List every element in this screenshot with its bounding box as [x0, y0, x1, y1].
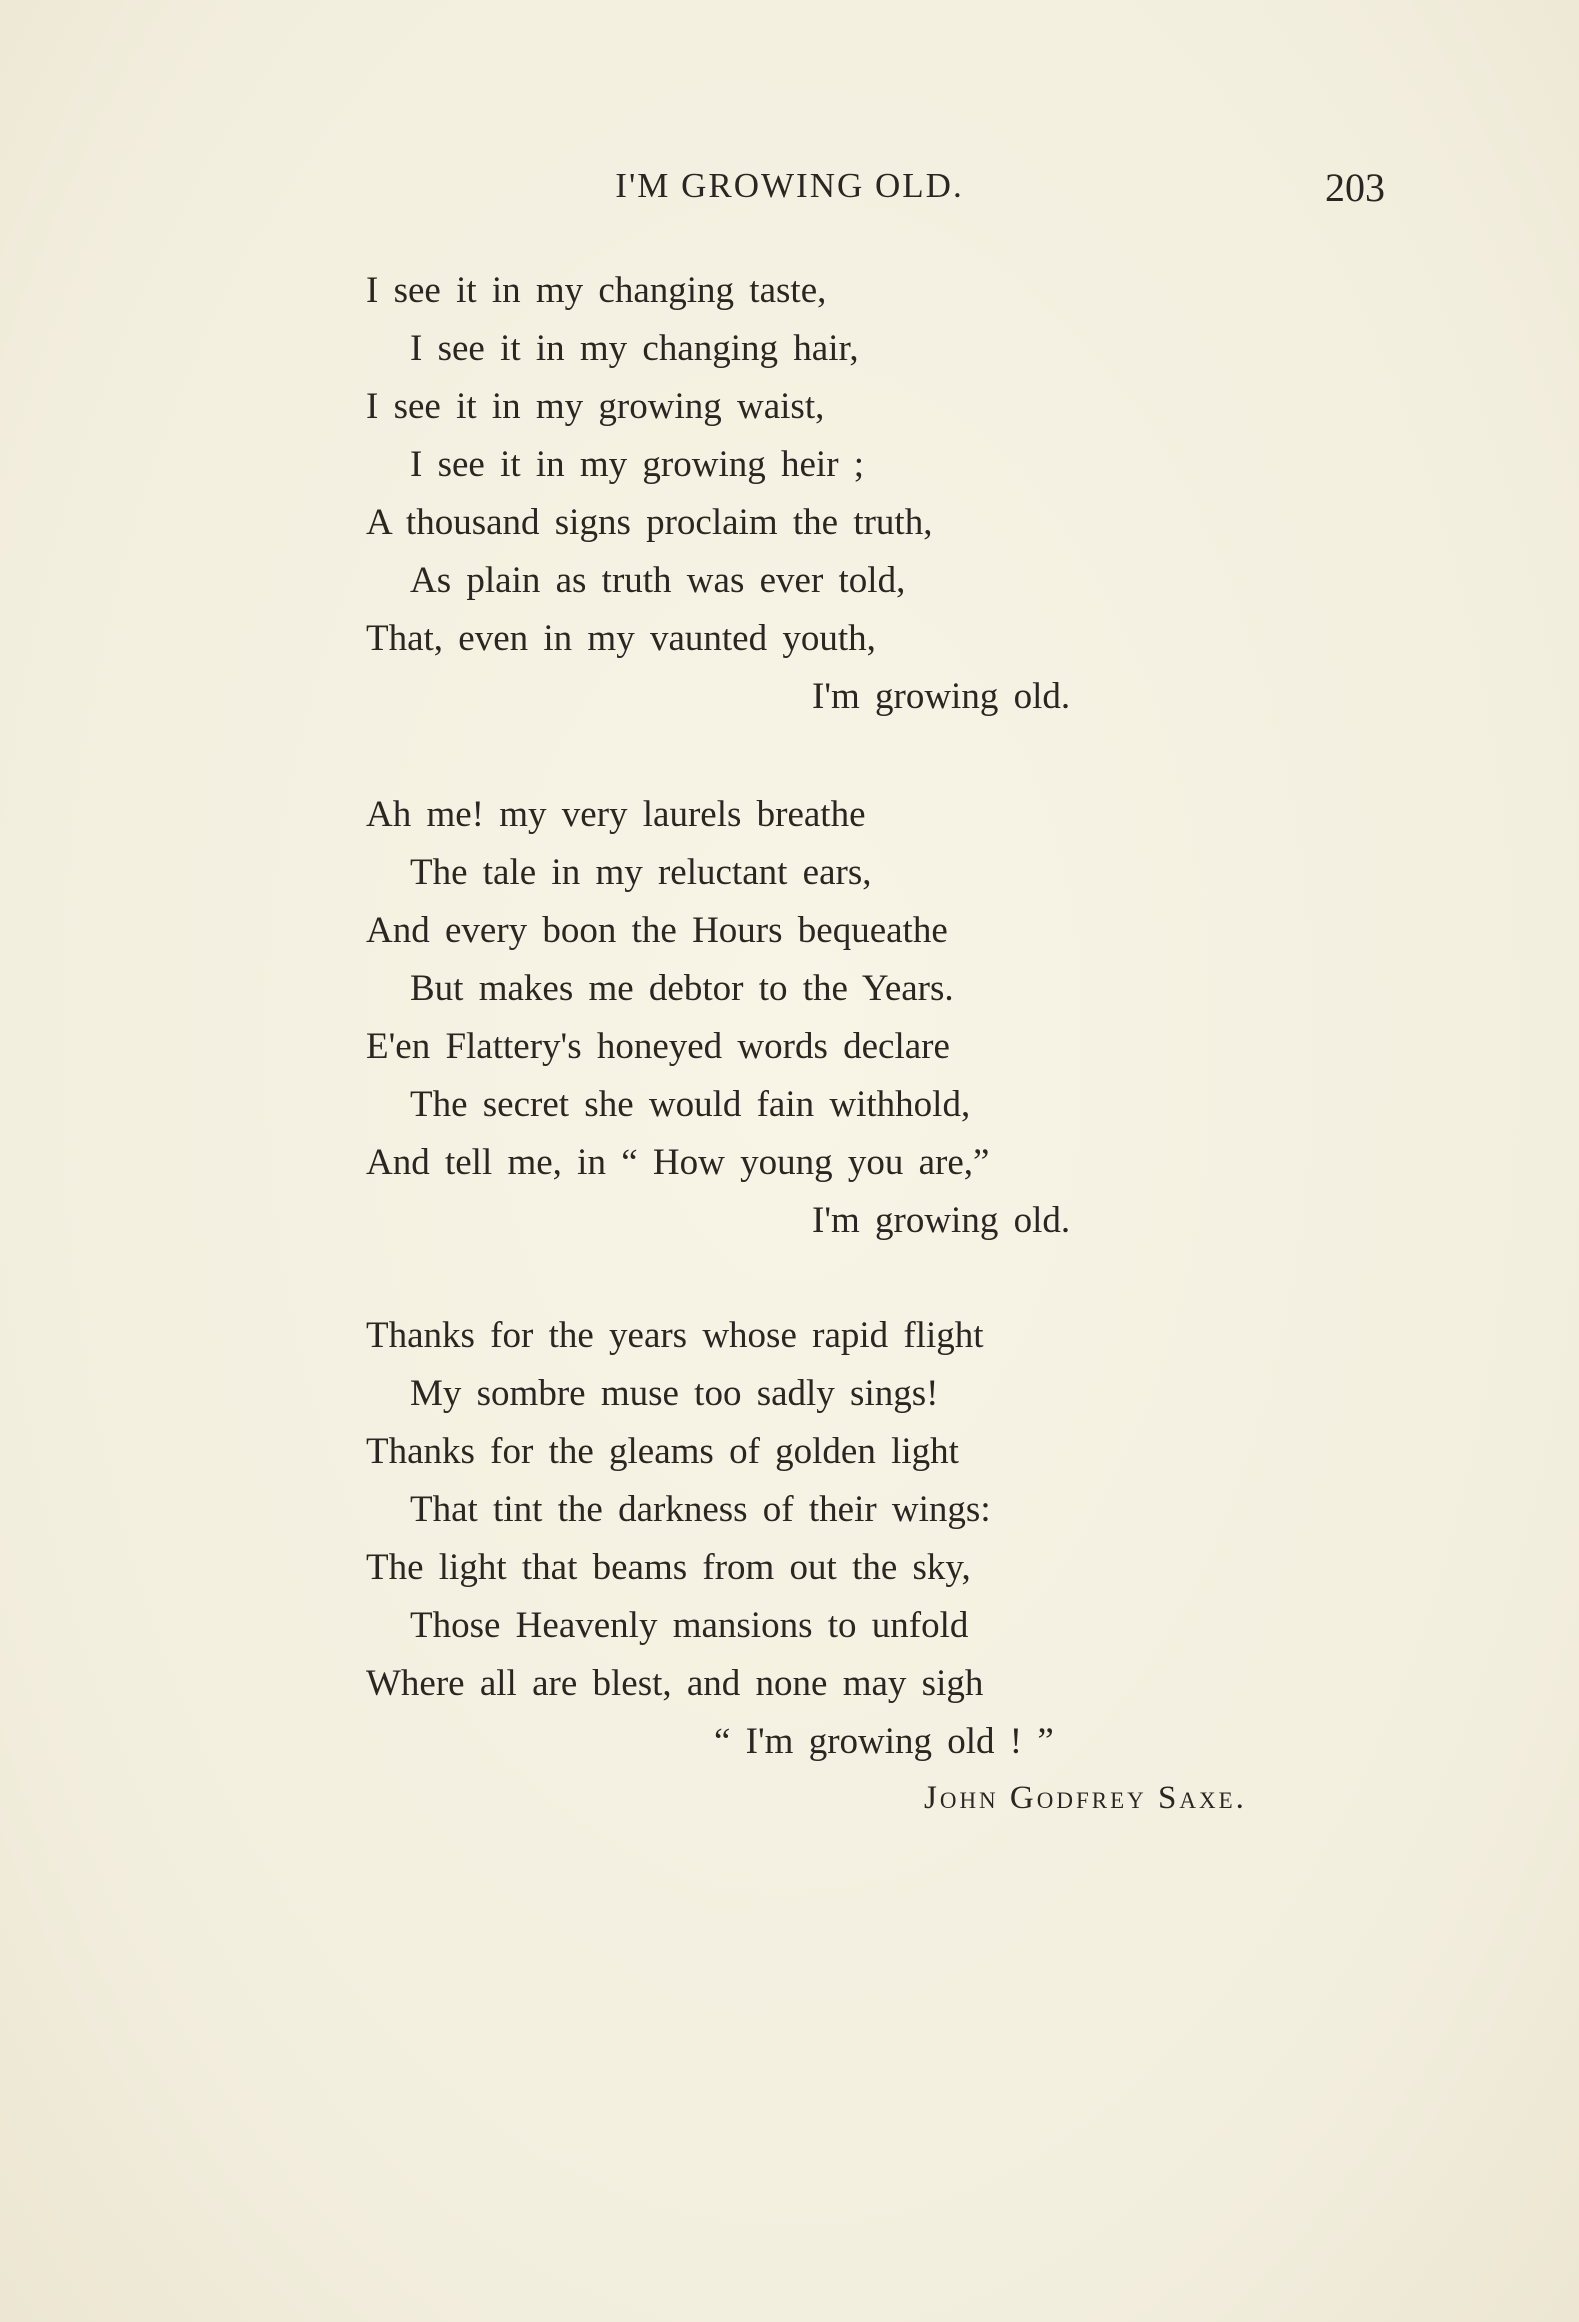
- poem-line: Those Heavenly mansions to unfold: [410, 1605, 969, 1646]
- stanza-3: [366, 1307, 1266, 1771]
- refrain-line: “ I'm growing old ! ”: [714, 1721, 1054, 1762]
- poem-line: My sombre muse too sadly sings!: [410, 1373, 939, 1414]
- poem-line: And tell me, in “ How young you are,”: [366, 1142, 990, 1183]
- refrain-line: I'm growing old.: [812, 676, 1071, 717]
- poem-line: That, even in my vaunted youth,: [366, 618, 876, 659]
- poem-line: Where all are blest, and none may sigh: [366, 1663, 984, 1704]
- poem-line: As plain as truth was ever told,: [410, 560, 906, 601]
- poem-line: But makes me debtor to the Years.: [410, 968, 954, 1009]
- author-attribution: John Godfrey Saxe.: [924, 1780, 1247, 1816]
- poem-line: And every boon the Hours bequeathe: [366, 910, 948, 951]
- poem-line: Ah me! my very laurels breathe: [366, 794, 866, 835]
- poem-line: The secret she would fain withhold,: [410, 1084, 971, 1125]
- stanza-1: [366, 262, 1266, 726]
- poem-line: I see it in my changing hair,: [410, 328, 859, 369]
- poem-line: That tint the darkness of their wings:: [410, 1489, 991, 1530]
- poem-line: A thousand signs proclaim the truth,: [366, 502, 933, 543]
- refrain-line: I'm growing old.: [812, 1200, 1071, 1241]
- poem-line: E'en Flattery's honeyed words declare: [366, 1026, 950, 1067]
- running-title: I'M GROWING OLD.: [615, 166, 964, 205]
- poem-line: Thanks for the gleams of golden light: [366, 1431, 959, 1472]
- stanza-2: [366, 786, 1266, 1250]
- poem-line: Thanks for the years whose rapid flight: [366, 1315, 984, 1356]
- poem-line: The tale in my reluctant ears,: [410, 852, 872, 893]
- poem-line: I see it in my growing waist,: [366, 386, 825, 427]
- poem-line: I see it in my changing taste,: [366, 270, 827, 311]
- page-number: 203: [1325, 165, 1385, 210]
- poem-line: The light that beams from out the sky,: [366, 1547, 971, 1588]
- poem-line: I see it in my growing heir ;: [410, 444, 865, 485]
